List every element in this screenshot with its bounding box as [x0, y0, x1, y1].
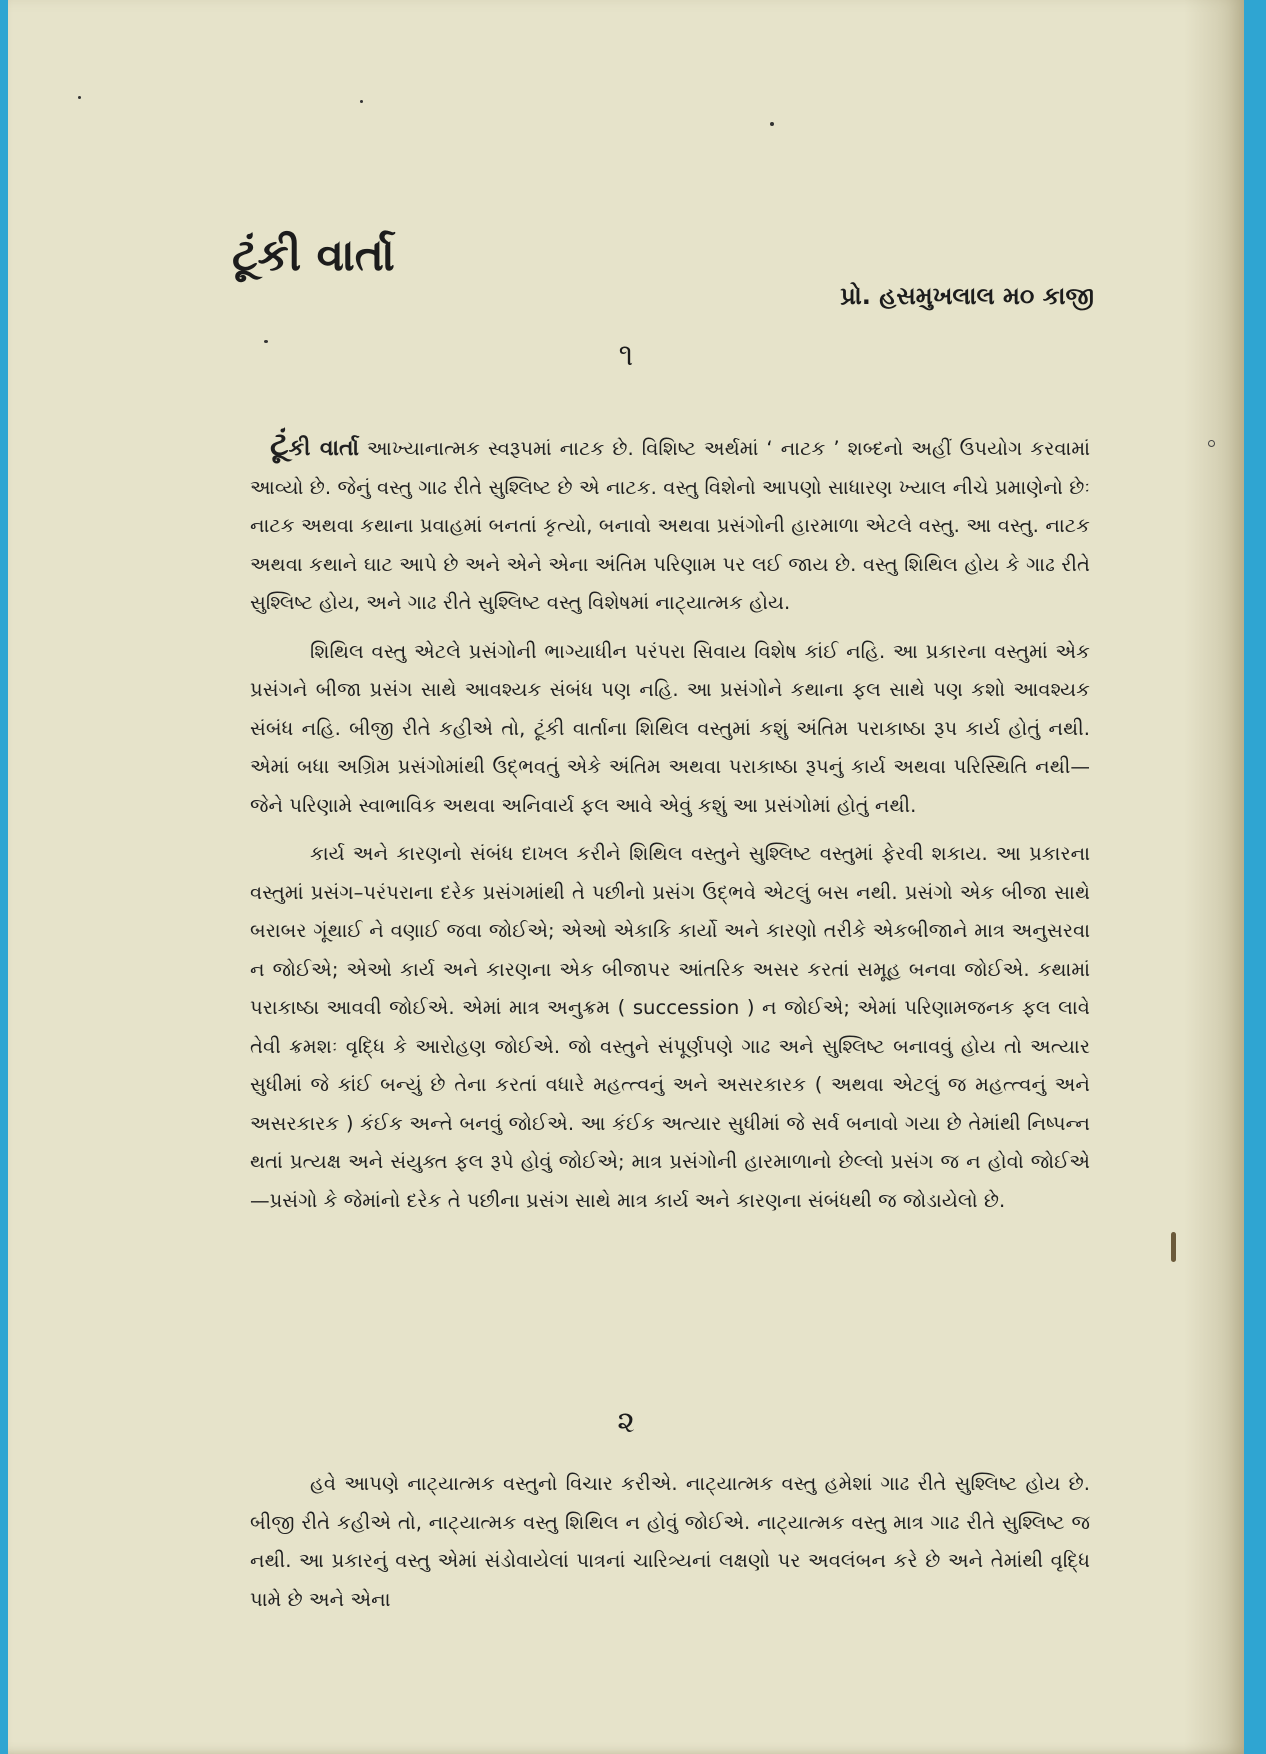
drop-cap: ટૂં: [270, 425, 289, 463]
paragraph: [250, 425, 1090, 623]
paragraph: શિથિલ વસ્તુ એટલે પ્રસંગોની ભાગ્યાધીન પરંપરા સિવાય વિશેષ કાંઈ નહિ. આ પ્રકારના વસ્તુમાં એક પ્રસંગને બીજા પ્રસંગ સાથે આવશ્યક સંબંધ પણ નહિ. આ પ્રસંગોને કથાના ફલ સાથે પણ કશો આવશ્યક સંબંધ નહિ. બીજી રીતે કહીએ તો, ટૂંકી વાર્તાના શિથિલ વસ્તુમાં કશું અંતિમ પરાકાષ્ઠા રૂપ કાર્ય હોતું નથી. એમાં બધા અગ્રિમ પ્રસંગોમાંથી ઉદ્ભવતું એકે અંતિમ અથવા પરાકાષ્ઠા રૂપનું કાર્ય અથવા પરિસ્થિતિ નથી— જેને પરિણામે સ્વાભાવિક અથવા અનિવાર્ય ફલ આવે એવું કશું આ પ્રસંગોમાં હોતું નથી.: [250, 639, 1090, 817]
section-number-2: ૨: [617, 1405, 635, 1440]
paragraph-text: આખ્યાનાત્મક સ્વરૂપમાં નાટક છે. વિશિષ્ટ અર્થમાં ‘ નાટક ’ શબ્દનો અહીં ઉપયોગ કરવામાં આવ્યો છે. જેનું વસ્તુ ગાઢ રીતે સુશ્લિષ્ટ છે એ નાટક. વસ્તુ વિશેનો આપણો સાધારણ ખ્યાલ નીચે પ્રમાણેનો છેઃ નાટક અથવા કથાના પ્રવાહમાં બનતાં કૃત્યો, બનાવો અથવા પ્રસંગોની હારમાળા એટલે વસ્તુ. આ વસ્તુ. નાટક અથવા કથાને ઘાટ આપે છે અને એને એના અંતિમ પરિણામ પર લઈ જાય છે. વસ્તુ શિથિલ હોય કે ગાઢ રીતે સુશ્લિષ્ટ હોય, અને ગાઢ રીતે સુશ્લિષ્ટ વસ્તુ વિશેષમાં નાટ્યાત્મક હોય.: [250, 437, 1090, 614]
paragraph: કાર્ય અને કારણનો સંબંધ દાખલ કરીને શિથિલ વસ્તુને સુશ્લિષ્ટ વસ્તુમાં ફેરવી શકાય. આ પ્રકારના વસ્તુમાં પ્રસંગ–પરંપરાના દરેક પ્રસંગમાંથી તે પછીનો પ્રસંગ ઉદ્ભવે એટલું બસ નથી. પ્રસંગો એક બીજા સાથે બરાબર ગૂંથાઈ ને વણાઈ જવા જોઈએ; એઓ એકાકિ કાર્યો અને કારણો તરીકે એકબીજાને માત્ર અનુસરવા ન જોઈએ; એઓ કાર્ય અને કારણના એક બીજાપર આંતરિક અસર કરતાં સમૂહ બનવા જોઈએ. કથામાં પરાકાષ્ઠા આવવી જોઈએ. એમાં માત્ર અનુક્રમ ( succession ) ન જોઈએ; એમાં પરિણામજનક ફલ લાવે તેવી ક્રમશઃ વૃદ્ધિ કે આરોહણ જોઈએ. જો વસ્તુને સંપૂર્ણપણે ગાઢ અને સુશ્લિષ્ટ બનાવવું હોય તો અત્યાર સુધીમાં જે કાંઈ બન્યું છે તેના કરતાં વધારે મહત્ત્વનું અને અસરકારક ( અથવા એટલું જ મહત્ત્વનું અને અસરકારક ) કંઈક અન્તે બનવું જોઈએ. આ કંઈક અત્યાર સુધીમાં જે સર્વ બનાવો ગયા છે તેમાંથી નિષ્પન્ન થતાં પ્રત્યક્ષ અને સંયુક્ત ફલ રૂપે હોવું જોઈએ; માત્ર પ્રસંગોની હારમાળાનો છેલ્લો પ્રસંગ જ ન હોવો જોઈએ—પ્રસંગો કે જેમાંનો દરેક તે પછીના પ્રસંગ સાથે માત્ર કાર્ય અને કારણના સંબંધથી જ જોડાયેલો છે.: [250, 842, 1090, 1212]
section-2-body: [250, 1465, 1090, 1619]
paper-speck: [1208, 440, 1215, 447]
paper-speck: [360, 100, 363, 103]
section-number-1: ૧: [618, 338, 634, 373]
page-title: ટૂંકી વાર્તા: [232, 230, 395, 281]
scanned-page: [8, 0, 1244, 1754]
page-spine-shadow: [1184, 0, 1244, 1754]
section-1-body: [250, 425, 1090, 1220]
paragraph: હવે આપણે નાટ્યાત્મક વસ્તુનો વિચાર કરીએ. નાટ્યાત્મક વસ્તુ હમેશાં ગાઢ રીતે સુશ્લિષ્ટ હોય છે. બીજી રીતે કહીએ તો, નાટ્યાત્મક વસ્તુ શિથિલ ન હોવું જોઈએ. નાટ્યાત્મક વસ્તુ માત્ર ગાઢ રીતે સુશ્લિષ્ટ જ નથી. આ પ્રકારનું વસ્તુ એમાં સંડોવાયેલાં પાત્રનાં ચારિત્ર્યનાં લક્ષણો પર અવલંબન કરે છે અને તેમાંથી વૃદ્ધિ પામે છે અને એના: [250, 1472, 1090, 1611]
paper-speck: [770, 122, 774, 126]
lead-words: કી વાર્તા: [288, 436, 359, 461]
paper-speck: [78, 96, 81, 99]
author-name: પ્રો. હસમુખલાલ મ૦ કાજી: [840, 282, 1094, 310]
paper-stain: [1171, 1232, 1176, 1262]
